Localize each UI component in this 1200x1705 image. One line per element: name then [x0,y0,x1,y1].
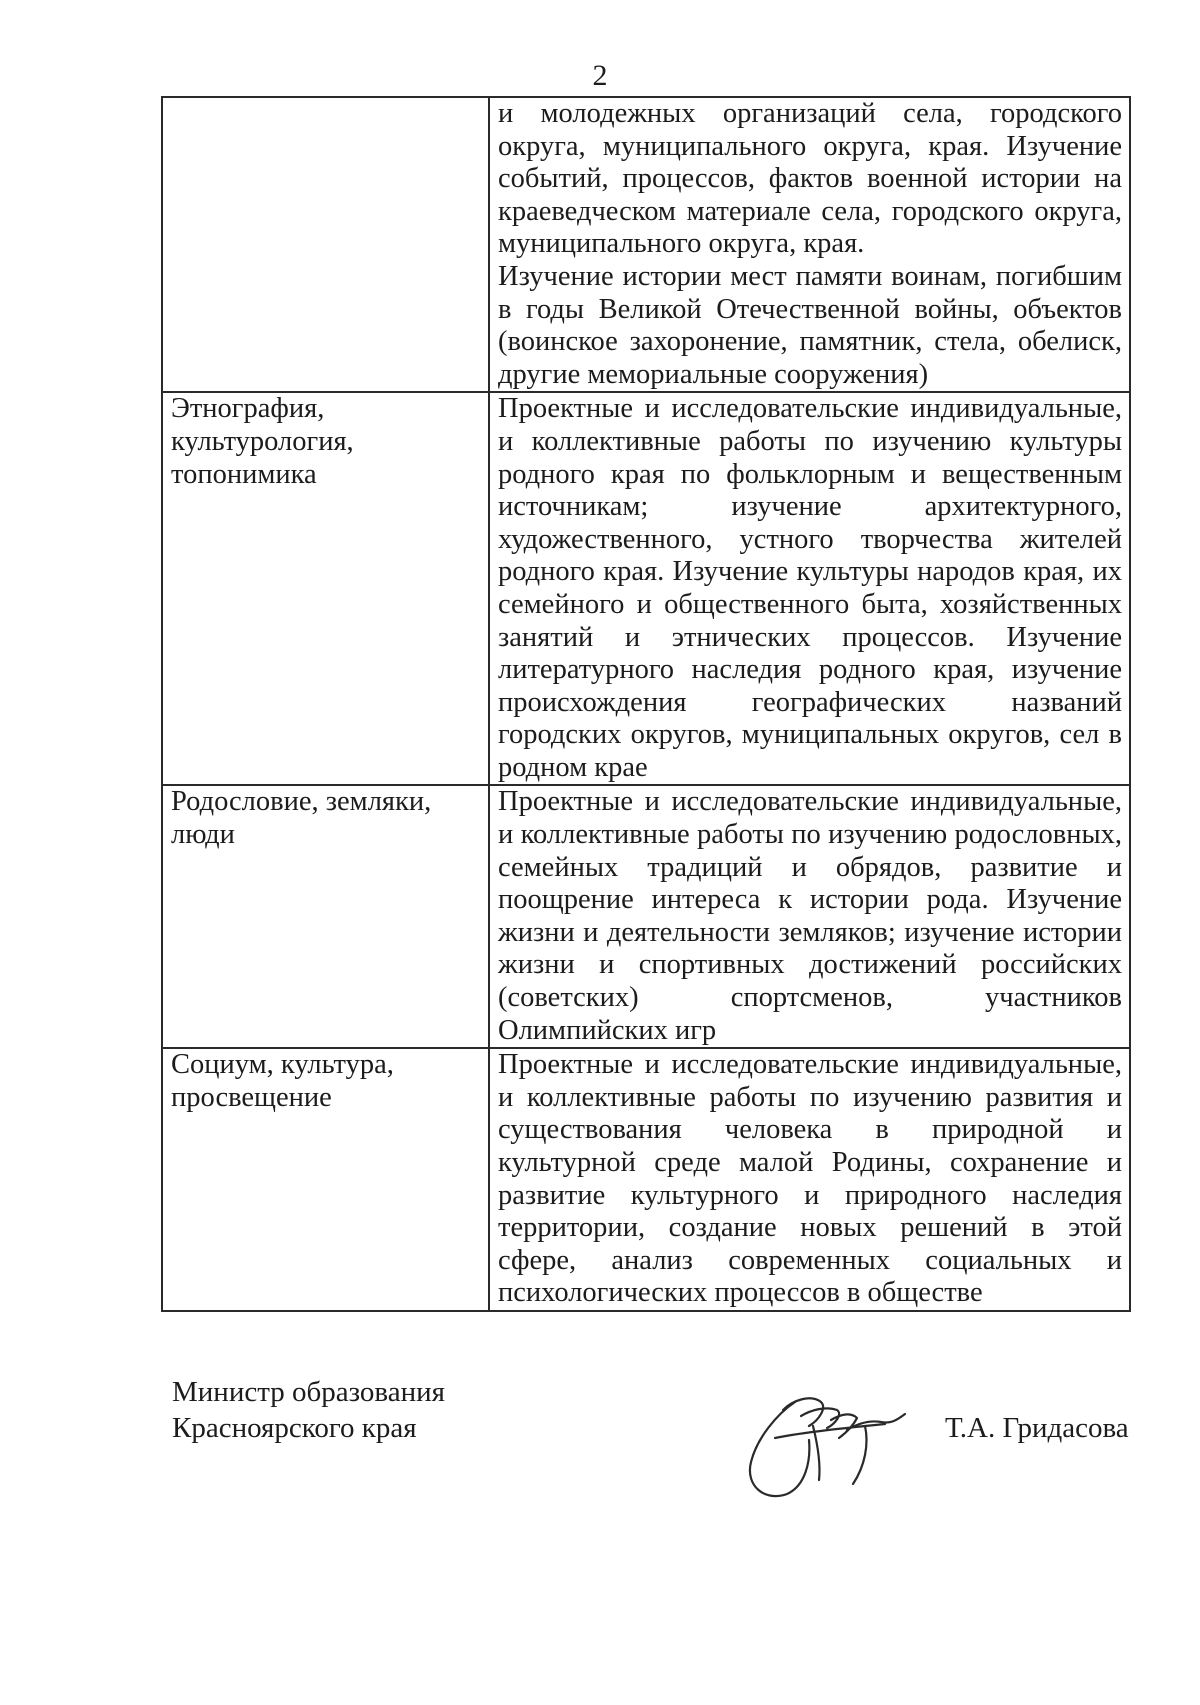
signatory-title [172,1374,445,1446]
table-row [162,97,1130,392]
table-row [162,1048,1130,1311]
signatory-title-line: Красноярского края [172,1412,417,1444]
topic-cell: Этнография, культурология, топонимика [162,392,489,785]
topic-cell [162,97,489,392]
topic-cell: Родословие, земляки, люди [162,785,489,1048]
signatory-name: Т.А. Гридасова [945,1412,1129,1444]
description-cell [489,97,1130,392]
description-cell [489,392,1130,785]
description-cell [489,785,1130,1048]
page-number: 2 [592,59,608,92]
topics-table [161,96,1131,1312]
handwritten-signature [735,1380,935,1505]
description-paragraph: Проектные и исследовательские индивидуальные, и коллективные работы по изучению культуры родного края по фольклорным и вещественным источникам; изучение архитектурного, художественного, устного творчества жителей родного края. Изучение культуры народов края, их семейного и общественного быта, хозяйственных занятий и этнических процессов. Изучение литературного наследия родного края, изучение происхождения географических названий городских округов, муниципальных округов, сел в родном крае [498,393,1122,783]
description-paragraph: Изучение истории мест памяти воинам, погибшим в годы Великой Отечественной войны, объектов (воинское захоронение, памятник, стела, обелиск, другие мемориальные сооружения) [498,260,1122,390]
signatory-title-line: Министр образования [172,1376,445,1408]
topic-cell: Социум, культура, просвещение [162,1048,489,1311]
description-paragraph: Проектные и исследовательские индивидуальные, и коллективные работы по изучению родословных, семейных традиций и обрядов, развитие и поощрение интереса к истории рода. Изучение жизни и деятельности земляков; изучение истории жизни и спортивных достижений российских (советских) спортсменов, участников Олимпийских игр [498,786,1122,1046]
table-row [162,785,1130,1048]
description-paragraph: Проектные и исследовательские индивидуальные, и коллективные работы по изучению развития и существования человека в природной и культурной среде малой Родины, сохранение и развитие культурного и природного наследия территории, создание новых решений в этой сфере, анализ современных социальных и психологических процессов в обществе [498,1049,1122,1309]
description-cell [489,1048,1130,1311]
description-paragraph: и молодежных организаций села, городского округа, муниципального округа, края. Изучение событий, процессов, фактов военной истории на краеведческом материале села, городского округа, муниципального округа, края. [498,98,1122,260]
table-row [162,392,1130,785]
